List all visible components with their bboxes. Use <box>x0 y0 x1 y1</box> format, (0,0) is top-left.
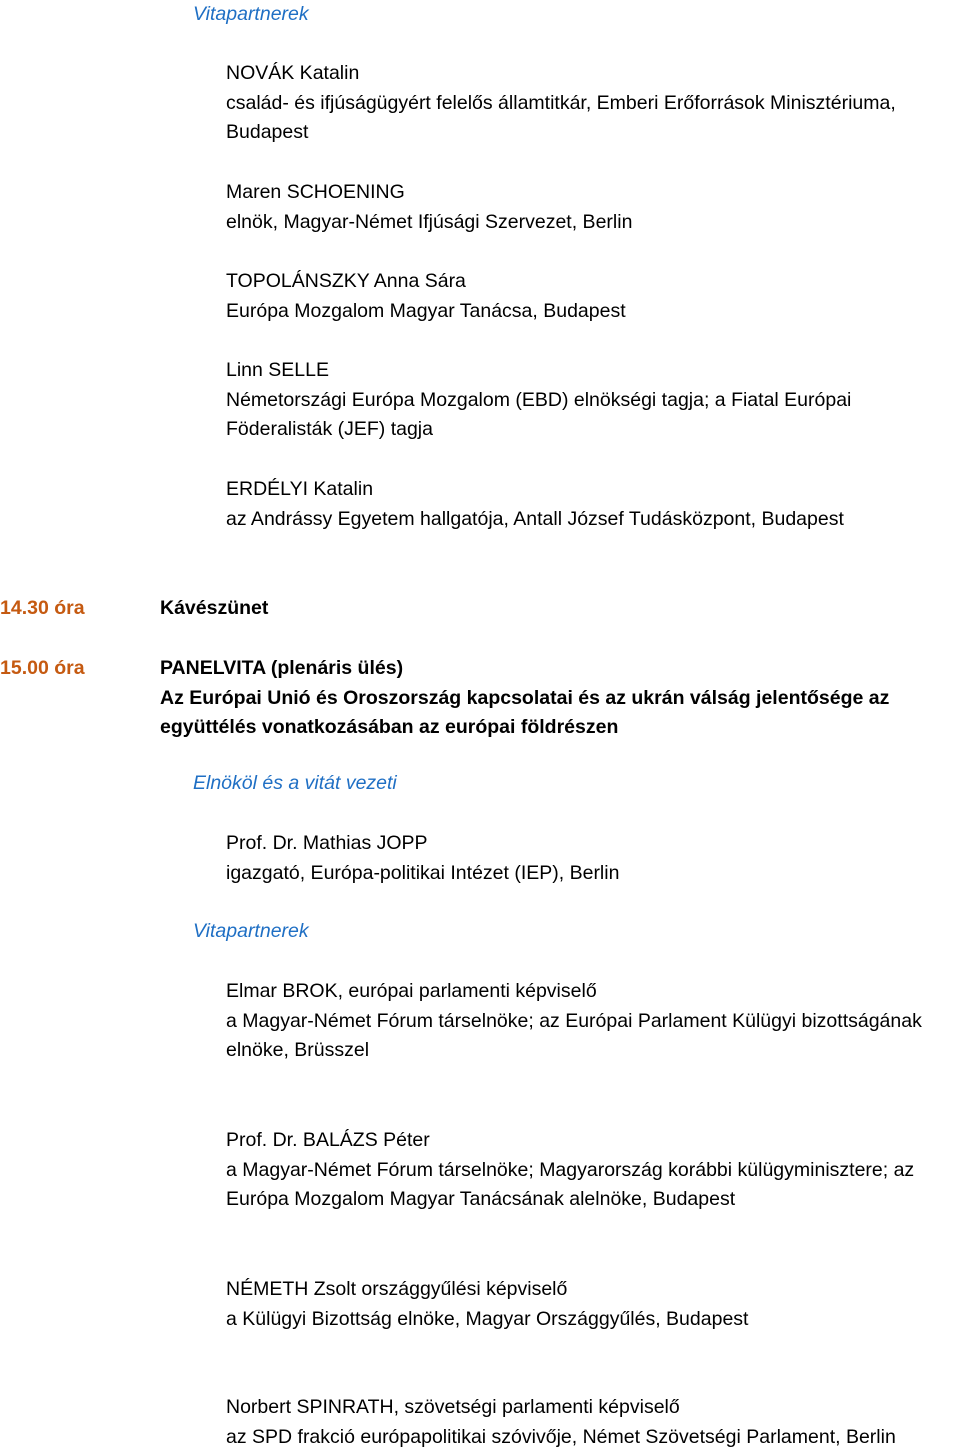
person-entry <box>226 356 851 445</box>
person-role: Budapest <box>226 121 309 144</box>
person-role: Európa Mozgalom Magyar Tanácsának alelnöke, Budapest <box>226 1188 736 1211</box>
person-name: NÉMETH Zsolt országgyűlési képviselő <box>226 1278 568 1300</box>
agenda-subtitle: együttélés vonatkozásában az európai földrészen <box>160 716 619 739</box>
person-role: család- és ifjúságügyért felelős államtitkár, Emberi Erőforrások Minisztériuma, <box>226 91 896 114</box>
person-name: TOPOLÁNSZKY Anna Sára <box>226 270 466 292</box>
person-name: Elmar BROK, európai parlamenti képviselő <box>226 980 597 1002</box>
agenda-subtitle: Az Európai Unió és Oroszország kapcsolatai és az ukrán válság jelentősége az <box>160 686 890 709</box>
person-role: a Magyar-Német Fórum társelnöke; Magyarország korábbi külügyminisztere; az <box>226 1158 915 1181</box>
person-entry <box>226 977 922 1066</box>
person-role: az SPD frakció európapolitikai szóvivője, Német Szövetségi Parlament, Berlin <box>226 1425 896 1448</box>
person-name: NOVÁK Katalin <box>226 62 360 84</box>
agenda-time: 14.30 óra <box>0 597 85 619</box>
section-heading-vitapartnerek: Vitapartnerek <box>193 920 309 942</box>
person-role: Németországi Európa Mozgalom (EBD) elnökségi tagja; a Fiatal Európai <box>226 388 852 411</box>
person-name: Norbert SPINRATH, szövetségi parlamenti képviselő <box>226 1396 680 1418</box>
person-role: elnök, Magyar-Német Ifjúsági Szervezet, Berlin <box>226 210 633 233</box>
person-entry <box>226 1393 896 1452</box>
person-entry <box>226 59 896 148</box>
person-role: elnöke, Brüsszel <box>226 1039 370 1062</box>
person-role: a Külügyi Bizottság elnöke, Magyar Országgyűlés, Budapest <box>226 1307 749 1330</box>
agenda-title: PANELVITA (plenáris ülés) <box>160 657 404 679</box>
person-name: Prof. Dr. Mathias JOPP <box>226 832 428 854</box>
agenda-title-block <box>160 654 889 743</box>
person-role: az Andrássy Egyetem hallgatója, Antall József Tudásközpont, Budapest <box>226 507 844 530</box>
section-heading-vitapartnerek: Vitapartnerek <box>193 3 309 25</box>
person-role: Föderalisták (JEF) tagja <box>226 418 433 441</box>
person-entry <box>226 475 844 534</box>
person-entry <box>226 267 626 326</box>
person-role: igazgató, Európa-politikai Intézet (IEP), Berlin <box>226 861 620 884</box>
person-name: Linn SELLE <box>226 359 329 381</box>
agenda-title: Kávészünet <box>160 597 269 619</box>
agenda-time: 15.00 óra <box>0 657 85 679</box>
person-entry <box>226 829 619 888</box>
person-name: ERDÉLYI Katalin <box>226 478 374 500</box>
person-entry <box>226 178 632 237</box>
person-entry <box>226 1126 914 1215</box>
person-name: Maren SCHOENING <box>226 181 405 203</box>
person-role: Európa Mozgalom Magyar Tanácsa, Budapest <box>226 299 626 322</box>
section-heading-chair: Elnököl és a vitát vezeti <box>193 772 397 794</box>
person-entry <box>226 1275 748 1334</box>
person-name: Prof. Dr. BALÁZS Péter <box>226 1129 430 1151</box>
person-role: a Magyar-Német Fórum társelnöke; az Európai Parlament Külügyi bizottságának <box>226 1009 922 1032</box>
